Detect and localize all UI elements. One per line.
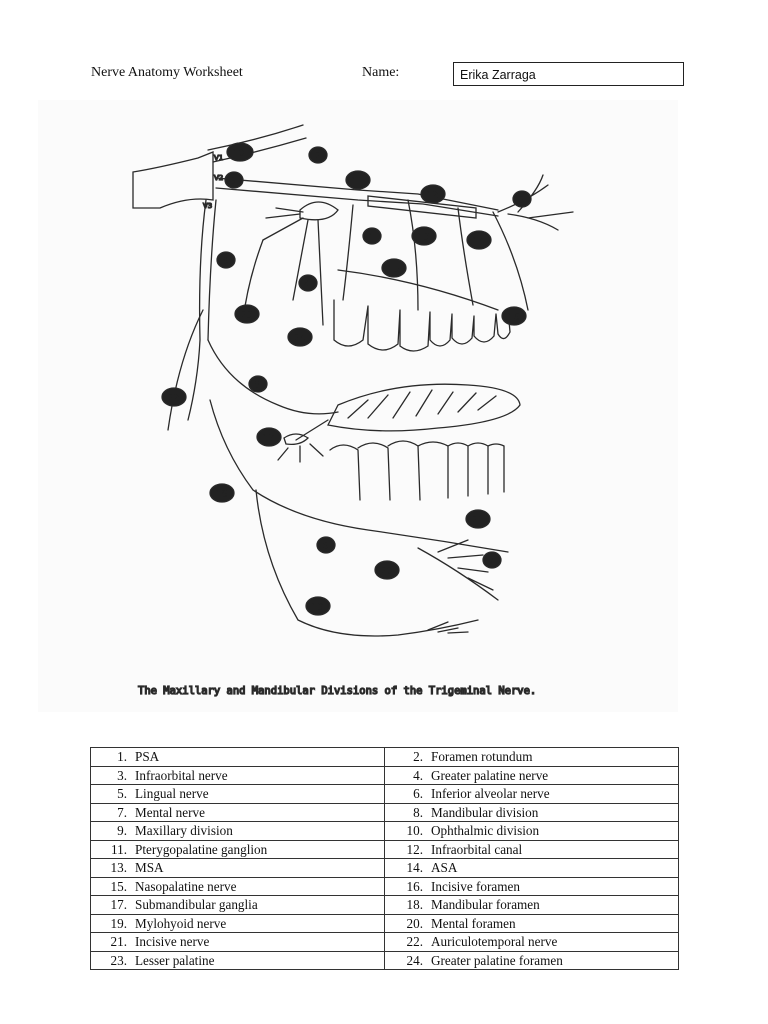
answer-number: 19.	[110, 915, 127, 931]
trigeminal-nerve-diagram	[38, 100, 678, 712]
answer-cell	[91, 785, 385, 804]
answer-number: 15.	[110, 878, 127, 894]
answer-term: Ophthalmic division	[431, 823, 540, 839]
table-row	[91, 933, 679, 952]
answer-cell	[91, 859, 385, 878]
label-22: 22	[167, 393, 180, 404]
label-23: 23	[240, 310, 253, 321]
answer-term: Submandibular ganglia	[135, 897, 258, 913]
answer-cell	[385, 896, 679, 915]
answer-cell	[91, 748, 385, 767]
tongue	[328, 384, 520, 431]
answer-term: Greater palatine nerve	[431, 767, 549, 783]
answer-term: Mandibular division	[431, 804, 539, 820]
answer-term: Greater palatine foramen	[431, 952, 563, 968]
answer-term: Auriculotemporal nerve	[431, 934, 558, 950]
answer-cell	[385, 785, 679, 804]
table-row	[91, 859, 679, 878]
label-8: 8	[222, 256, 229, 267]
answer-number: 5.	[117, 786, 127, 802]
answer-number: 20.	[406, 915, 423, 931]
answer-term: Foramen rotundum	[431, 749, 533, 765]
table-row	[91, 766, 679, 785]
label-9: 9	[230, 176, 237, 187]
infraorbital-canal	[368, 196, 476, 218]
psa-msa-asa-nerves	[343, 200, 528, 310]
label-12: 12	[426, 190, 439, 201]
ganglion-branches	[263, 208, 323, 325]
answer-number: 11.	[111, 841, 127, 857]
answer-term: Mandibular foramen	[431, 897, 540, 913]
label-5: 5	[254, 380, 261, 391]
label-2: 2	[314, 151, 321, 162]
answer-number: 17.	[110, 897, 127, 913]
answer-number: 14.	[406, 860, 423, 876]
answer-term: Maxillary division	[135, 823, 233, 839]
table-row	[91, 877, 679, 896]
label-20: 20	[380, 566, 393, 577]
answer-cell	[91, 822, 385, 841]
table-row	[91, 896, 679, 915]
mental-nerve	[418, 540, 498, 600]
label-v1: V1	[214, 154, 224, 162]
answer-number: 12.	[406, 841, 423, 857]
answer-cell	[385, 951, 679, 970]
table-row	[91, 785, 679, 804]
label-7: 7	[488, 556, 495, 567]
answer-cell	[91, 840, 385, 859]
table-row	[91, 914, 679, 933]
answer-term: Infraorbital nerve	[135, 767, 228, 783]
answer-number: 10.	[406, 823, 423, 839]
answer-cell	[385, 766, 679, 785]
answer-term: PSA	[135, 749, 160, 765]
answer-number: 8.	[413, 804, 423, 820]
table-row	[91, 951, 679, 970]
answer-number: 16.	[406, 878, 423, 894]
label-3: 3	[518, 195, 525, 206]
lingual-nerve	[208, 340, 338, 414]
label-15: 15	[387, 264, 400, 275]
answer-term: Lesser palatine	[135, 952, 215, 968]
answer-key-table	[90, 747, 679, 970]
answer-term: MSA	[135, 860, 164, 876]
mandibular-trunk	[188, 200, 216, 420]
label-13: 13	[417, 232, 430, 243]
answer-number: 21.	[110, 934, 127, 950]
answer-term: Lingual nerve	[135, 786, 209, 802]
answer-term: Nasopalatine nerve	[135, 878, 237, 894]
answer-cell	[91, 877, 385, 896]
answer-number: 13.	[110, 860, 127, 876]
label-11: 11	[351, 176, 364, 187]
answer-term: Infraorbital canal	[431, 841, 523, 857]
answer-number: 24.	[406, 952, 423, 968]
answer-cell	[385, 933, 679, 952]
answer-number: 1.	[117, 749, 127, 765]
name-field[interactable]: Erika Zarraga	[453, 62, 684, 86]
label-24: 24	[293, 333, 306, 344]
answer-cell	[385, 914, 679, 933]
answer-number: 23.	[110, 952, 127, 968]
table-row	[91, 748, 679, 767]
answer-number: 7.	[117, 804, 127, 820]
label-4: 4	[304, 279, 311, 290]
answer-number: 18.	[406, 897, 423, 913]
answer-number: 6.	[413, 786, 423, 802]
table-row	[91, 803, 679, 822]
answer-cell	[385, 859, 679, 878]
label-16: 16	[507, 312, 520, 323]
answer-cell	[91, 803, 385, 822]
label-21: 21	[471, 515, 484, 526]
answer-number: 9.	[117, 823, 127, 839]
pterygopalatine-ganglion	[300, 202, 338, 220]
worksheet-title: Nerve Anatomy Worksheet	[91, 65, 243, 80]
trigeminal-trunk	[133, 152, 213, 208]
answer-term: Mental nerve	[135, 804, 205, 820]
answer-cell	[91, 896, 385, 915]
table-row	[91, 840, 679, 859]
label-6: 6	[322, 541, 329, 552]
answer-number: 3.	[117, 767, 127, 783]
answer-term: Pterygopalatine ganglion	[135, 841, 268, 857]
label-19: 19	[311, 602, 324, 613]
answer-number: 2.	[413, 749, 423, 765]
label-v2: V2	[214, 174, 224, 182]
answer-cell	[91, 933, 385, 952]
answer-number: 4.	[413, 767, 423, 783]
answer-cell	[385, 803, 679, 822]
answer-number: 22.	[406, 934, 423, 950]
label-v3: V3	[203, 202, 213, 210]
table-row	[91, 822, 679, 841]
answer-term: Mental foramen	[431, 915, 516, 931]
answer-term: Mylohyoid nerve	[135, 915, 227, 931]
answer-cell	[385, 748, 679, 767]
answer-cell	[385, 877, 679, 896]
label-17: 17	[262, 433, 275, 444]
answer-term: ASA	[431, 860, 458, 876]
figure-caption: The Maxillary and Mandibular Divisions of the Trigeminal Nerve.	[138, 685, 537, 697]
maxillary-teeth	[334, 300, 510, 351]
answer-cell	[385, 822, 679, 841]
answer-cell	[91, 951, 385, 970]
answer-term: Inferior alveolar nerve	[431, 786, 550, 802]
label-18: 18	[215, 489, 228, 500]
answer-cell	[91, 914, 385, 933]
label-1: 1	[368, 232, 375, 243]
infraorbital-terminal	[498, 175, 573, 230]
answer-cell	[91, 766, 385, 785]
mandibular-teeth	[330, 441, 504, 500]
name-label: Name:	[362, 65, 400, 80]
label-10: 10	[232, 148, 245, 159]
answer-term: Incisive nerve	[135, 934, 210, 950]
answer-term: Incisive foramen	[431, 878, 520, 894]
submandibular-ganglion	[278, 420, 328, 462]
label-14: 14	[472, 236, 485, 247]
answer-cell	[385, 840, 679, 859]
